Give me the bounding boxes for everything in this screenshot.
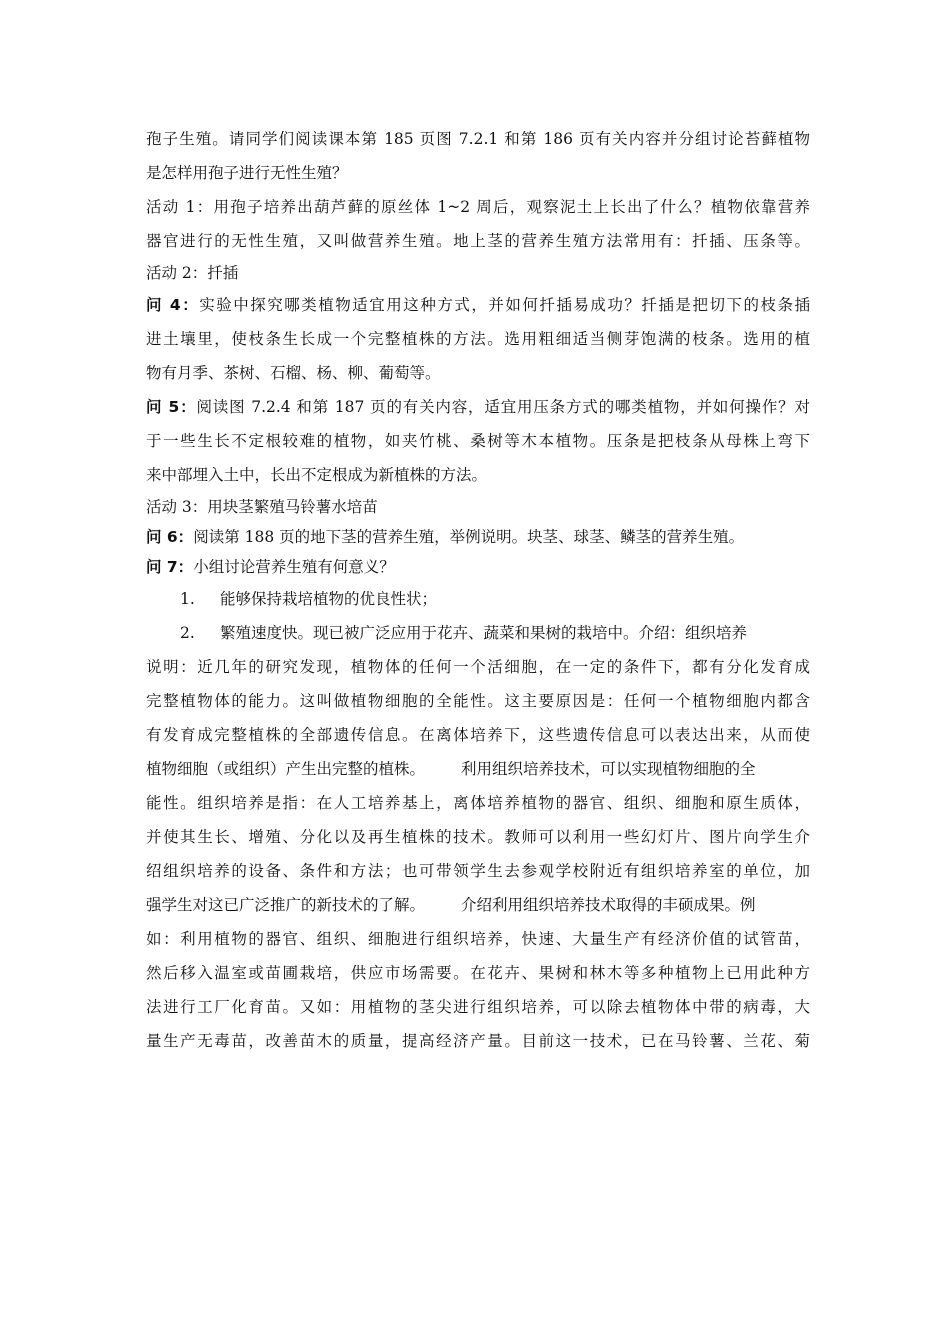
text-line: 是怎样用孢子进行无性生殖？ [146, 164, 348, 182]
question-label: 问 7： [146, 558, 194, 576]
question-line [146, 552, 810, 582]
text-line: 如：利用植物的器官、组织、细胞进行组织培养，快速、大量生产有经济价值的试管苗， [146, 930, 810, 948]
question-line [146, 288, 810, 322]
text-line: 进土壤里，使枝条生长成一个完整植株的方法。选用粗细适当侧芽饱满的枝条。选用的植 [146, 330, 810, 348]
text-line: 说明：近几年的研究发现，植物体的任何一个活细胞，在一定的条件下，都有分化发育成 [146, 658, 810, 676]
text-line [146, 888, 810, 922]
text-line: 量生产无毒苗，改善苗木的质量，提高经济产量。目前这一技术，已在马铃薯、兰花、菊 [146, 1032, 810, 1050]
list-number: 1. [180, 590, 195, 608]
question-text: 阅读图 7.2.4 和第 187 页的有关内容，适宜用压条方式的哪类植物，并如何操作？对 [196, 398, 811, 416]
text-line: 法进行工厂化育苗。又如：用植物的茎尖进行组织培养，可以除去植物体中带的病毒，大 [146, 998, 810, 1016]
text-segment: 利用组织培养技术，可以实现植物细胞的全 [461, 760, 756, 778]
list-text: 繁殖速度快。现已被广泛应用于花卉、蔬菜和果树的栽培中。介绍：组织培养 [220, 624, 748, 642]
activity-heading: 活动 2：扦插 [146, 264, 239, 282]
text-line: 并使其生长、增殖、分化以及再生植株的技术。教师可以利用一些幻灯片、图片向学生介 [146, 828, 810, 846]
text-line: 能性。组织培养是指：在人工培养基上，离体培养植物的器官、组织、细胞和原生质体， [146, 794, 810, 812]
question-text: 阅读第 188 页的地下茎的营养生殖，举例说明。块茎、球茎、鳞茎的营养生殖。 [193, 528, 745, 546]
text-line: 于一些生长不定根较难的植物，如夹竹桃、桑树等木本植物。压条是把枝条从母株上弯下 [146, 432, 810, 450]
list-number: 2. [180, 624, 195, 642]
activity-heading: 活动 3：用块茎繁殖马铃薯水培苗 [146, 498, 378, 516]
question-label: 问 5： [146, 398, 197, 416]
question-text: 小组讨论营养生殖有何意义？ [193, 558, 395, 576]
question-line [146, 522, 810, 552]
text-line: 活动 1：用孢子培养出葫芦藓的原丝体 1~2 周后，观察泥土上长出了什么？植物依靠营养 [146, 198, 810, 216]
text-line: 完整植物体的能力。这叫做植物细胞的全能性。这主要原因是：任何一个植物细胞内都含 [146, 692, 810, 710]
text-segment: 介绍利用组织培养技术取得的丰硕成果。例 [461, 896, 756, 914]
list-item [146, 616, 810, 650]
question-label: 问 6： [146, 528, 194, 546]
text-line: 有发育成完整植株的全部遗传信息。在离体培养下，这些遗传信息可以表达出来，从而使 [146, 726, 810, 744]
text-line [146, 752, 810, 786]
text-segment: 强学生对这已广泛推广的新技术的了解。 [146, 896, 426, 914]
list-item [146, 582, 810, 616]
text-line: 孢子生殖。请同学们阅读课本第 185 页图 7.2.1 和第 186 页有关内容并分组讨论苔藓植物 [146, 130, 810, 148]
document-body [146, 122, 810, 1058]
list-text: 能够保持栽培植物的优良性状； [220, 590, 438, 608]
text-segment: 植物细胞（或组织）产生出完整的植株。 [146, 760, 426, 778]
text-line: 然后移入温室或苗圃栽培，供应市场需要。在花卉、果树和林木等多种植物上已用此种方 [146, 964, 810, 982]
text-line: 绍组织培养的设备、条件和方法；也可带领学生去参观学校附近有组织培养室的单位，加 [146, 862, 810, 880]
text-line: 物有月季、茶树、石榴、杨、柳、葡萄等。 [146, 364, 441, 382]
text-line: 来中部埋入土中，长出不定根成为新植株的方法。 [146, 466, 488, 484]
question-line [146, 390, 810, 424]
question-label: 问 4： [146, 296, 200, 314]
text-line: 器官进行的无性生殖，又叫做营养生殖。地上茎的营养生殖方法常用有：扦插、压条等。 [146, 232, 810, 250]
question-text: 实验中探究哪类植物适宜用这种方式，并如何扦插易成功？扦插是把切下的枝条插 [199, 296, 810, 314]
